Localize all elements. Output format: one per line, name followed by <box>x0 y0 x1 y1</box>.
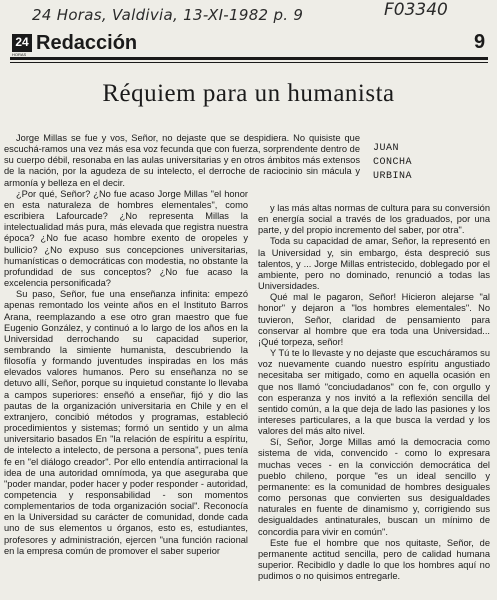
header-rule <box>10 57 488 60</box>
paragraph: Sí, Señor, Jorge Millas amó la democracia como sistema de vida, convencido - como lo expresara muchas veces - en la convicción democrática del pueblo chileno, porque "es un ideal sencillo y permanente: es la comunidad de hombres desiguales como personas que convierten sus desigualdades naturales en fuente de dinamismo y, corrigiendo sus desigualdades antinaturales, buscan un mínimo de concordia para vivir en común". <box>258 437 490 537</box>
newspaper-logo-subtext: HORAS <box>12 52 27 57</box>
header-rule-thin <box>10 62 488 63</box>
newspaper-logo: 24 <box>12 34 32 52</box>
page-number: 9 <box>474 31 486 53</box>
article-column-right <box>258 203 490 582</box>
author-line: URBINA <box>373 171 413 182</box>
paragraph: Este fue el hombre que nos quitaste, Señor, de permanente actitud sencilla, pero de calidad humana superior. Recibidlo y dadle lo que los hombres aquí no pudimos o no quisimos entregarle. <box>258 537 490 582</box>
paragraph: ¿Por qué, Señor? ¿No fue acaso Jorge Millas "el honor en esta naturaleza de hombres elementales", como escribiera Lafourcade? ¿No representa Millas la intelectualidad más pura, más elevada que registra nuestra época? ¿No fue acaso hombre exento de oropeles y bullicio? ¿No expuso sus concepciones universitarias, humanísticas o democráticas con modestia, no obstante la profundidad de sus conceptos? ¿No fue acaso la excelencia personificada? <box>4 188 248 289</box>
archive-code: F03340 <box>384 0 448 20</box>
paragraph: Su paso, Señor, fue una enseñanza infinita: empezó apenas remontado los veinte años en el Instituto Barros Arana, reemplazando a ese otro gran maestro que fue Eugenio González, y continuó a lo largo de los años en la Universidad derrochando su capacidad superior, sembrando la simiente humanista, descubriendo la filosofía y formando juventudes inspiradas en los más elevados valores humanos. Pero su enseñanza no se detuvo allí, Señor, porque su inquietud constante lo llevaba a campos superiores: enseñó a enseñar, fijó y dio las pautas de la organización universitaria en Chile y en el extranjero, concibió métodos y programas, estableció procedimientos y sistemas; formó un sentido y un alma universitario basados En "la relación de espíritu a espíritu, de intelecto a intelecto, de persona a persona", pues tenía fe en "el diálogo creador". Por ello entendía antirracional la idea de una autoridad omnímoda, ya que aseguraba que "poder mandar, poder hacer y poder responder - autoridad, competencia y responsabilidad - son momentos complementarios de toda organización social". Reconocía en la Universidad su carácter de comunidad, donde cada uno de sus elementos u órganos, esto es, estudiantes, profesores y administración, ejercen "una función racional en la empresa común de promover el saber superior <box>4 289 248 556</box>
paragraph: Jorge Millas se fue y vos, Señor, no dejaste que se despidiera. No quisiste que escuchá-ramos una vez más esa voz fecunda que con fuerza, sorprendente dentro de su cuerpo débil, resonaba en las aulas universitarias y en otros ámbitos más extensos de la nación, por la agudeza de su intelecto, el derroche de raciocinio sin mácula y armonía y belleza en el decir. <box>4 133 360 188</box>
paragraph: Qué mal le pagaron, Señor! Hicieron alejarse "al honor" y dejaron a "los hombres elementales". No tuvieron, Señor, claridad de pensamiento para conservar al hombre que era toda una Universidad... ¡Qué torpeza, señor! <box>258 292 490 347</box>
article-title: Réquiem para un humanista <box>102 80 395 107</box>
author-line: CONCHA <box>373 157 413 168</box>
section-title: Redacción <box>36 32 138 54</box>
paragraph: y las más altas normas de cultura para su conversión en energía social a través de los graduados, por una parte, y del propio incremento del saber, por otra". <box>258 203 490 236</box>
author-line: JUAN <box>373 143 400 154</box>
paragraph: Toda su capacidad de amar, Señor, la representó en la Universidad y, sin embargo, ésta despreció sus talentos, y ... Jorge Millas entristecido, doblegado por el ambiente, pero no dominado, renunció a todas las Universidades. <box>258 236 490 292</box>
author-byline <box>373 142 412 184</box>
paragraph: Y Tú te lo llevaste y no dejaste que escucháramos su voz nuevamente cuando nuestro espíritu angustiado necesitaba ser mitigado, como en aquella ocasión en que nos llamó "conciudadanos" con fe, con orgullo y con esperanza y nos invitó a la reflexión sencilla del sentido común, a la que deja de lado las pasiones y los intereses particulares, a la que busca la verdad y los valores del más alto nivel. <box>258 348 490 437</box>
handwritten-citation: 24 Horas, Valdivia, 13-XI-1982 p. 9 <box>32 6 304 24</box>
